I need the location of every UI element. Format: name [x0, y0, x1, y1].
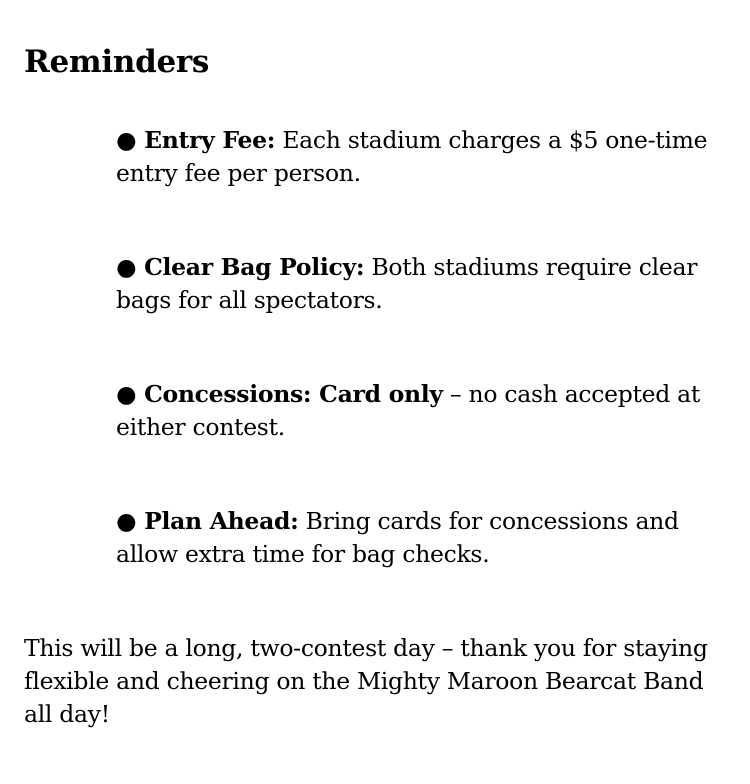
reminders-list	[116, 124, 716, 632]
reminder-clear-bag-policy-text: Both stadiums require clear bags for all spectators.	[116, 253, 698, 314]
reminder-plan-ahead	[116, 505, 716, 571]
reminder-plan-ahead-label: ● Plan Ahead:	[116, 507, 299, 535]
closing-paragraph: This will be a long, two-contest day – thank you for staying flexible and cheering on the Mighty Maroon Bearcat Band all day!	[24, 634, 708, 728]
bullet-icon: ●	[116, 507, 137, 535]
reminder-clear-bag-policy-label: ● Clear Bag Policy:	[116, 253, 365, 281]
bullet-icon: ●	[116, 126, 137, 154]
bullet-icon: ●	[116, 380, 137, 408]
reminder-concessions	[116, 378, 716, 444]
reminder-concessions-text: – no cash accepted at either contest.	[116, 380, 701, 441]
reminder-plan-ahead-text: Bring cards for concessions and allow extra time for bag checks.	[116, 507, 679, 568]
reminder-clear-bag-policy	[116, 251, 716, 317]
bullet-icon: ●	[116, 253, 137, 281]
reminder-entry-fee-text: Each stadium charges a $5 one-time entry fee per person.	[116, 126, 708, 187]
reminder-concessions-label: ● Concessions: Card only	[116, 380, 443, 408]
reminders-heading: Reminders	[24, 44, 210, 80]
reminder-entry-fee-label: ● Entry Fee:	[116, 126, 276, 154]
reminder-entry-fee	[116, 124, 716, 190]
